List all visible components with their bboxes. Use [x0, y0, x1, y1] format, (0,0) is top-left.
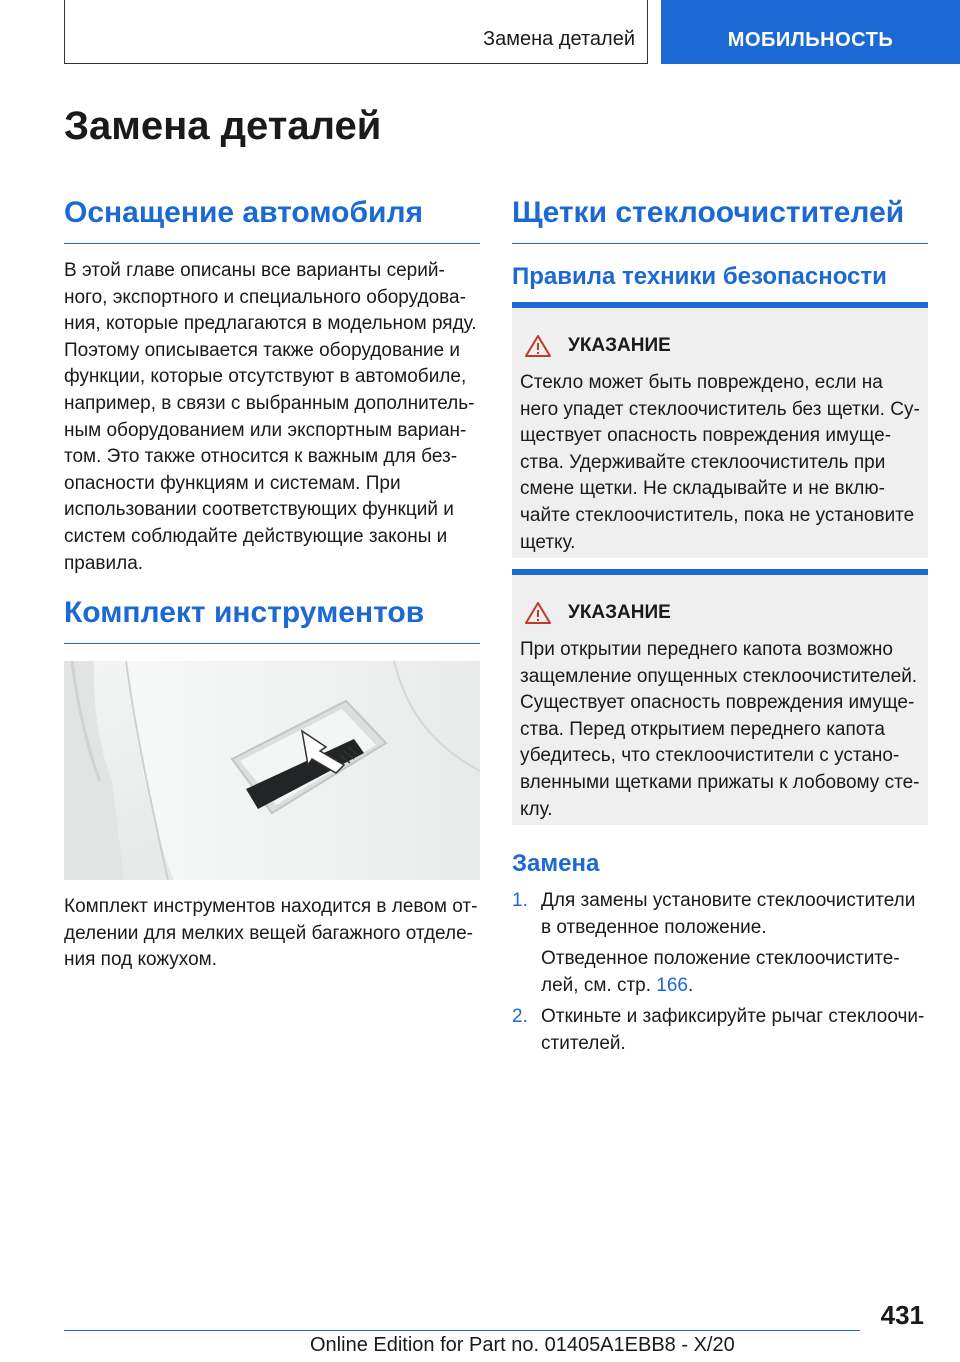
header-section-box [64, 0, 648, 64]
wipers-heading: Щетки стеклоочистителей [512, 196, 928, 244]
toolkit-heading: Комплект инструментов [64, 596, 480, 644]
header-chapter-tab[interactable] [661, 0, 960, 64]
page-reference-link[interactable]: 166 [656, 974, 688, 996]
step-text: Для замены установите стеклоочистители в отведенное положение. [541, 890, 916, 938]
step-note-end: . [687, 974, 694, 996]
step-number: 1. [512, 890, 528, 911]
replace-heading: Замена [512, 850, 600, 877]
step-note-text: Отведенное положение стеклоочистителей, см. стр. [541, 948, 900, 996]
header-section-title: Замена деталей [483, 28, 635, 50]
page-number: 431 [880, 1300, 924, 1330]
notice-label: УКАЗАНИЕ [568, 335, 671, 356]
notice-label: УКАЗАНИЕ [568, 602, 671, 623]
notice-text: Стекло может быть повреждено, если на него упадет стеклоочиститель без щетки. Существует опасность повреждения имущества. Удерживайте стеклоочиститель при смене щетки. Не складывайте и не включайте стеклоочиститель, пока не установите щетку. [520, 372, 920, 553]
step-text: Откиньте и зафиксируйте рычаг стеклоочистителей. [541, 1006, 925, 1054]
footer-edition: Online Edition for Part no. 01405A1EBB8 - X/20 [310, 1334, 735, 1356]
notice-text: При открытии переднего капота возможно защемление опущенных стеклоочистителей. Существует опасность повреждения имущества. Перед открытием переднего капота убедитесь, что стеклоочистители с установленными щетками прижаты к лобовому стеклу. [520, 639, 920, 820]
safety-heading: Правила техники безопасности [512, 263, 887, 290]
header-chapter-label: МОБИЛЬНОСТЬ [727, 29, 894, 51]
equipment-heading: Оснащение автомобиля [64, 196, 480, 244]
page-title: Замена деталей [64, 104, 382, 148]
toolkit-text: Комплект инструментов находится в левом отделении для мелких вещей багажного отделения под кожухом. [64, 896, 478, 971]
footer-divider [64, 1330, 860, 1331]
step-number: 2. [512, 1006, 528, 1027]
notice-box-2 [512, 569, 928, 825]
notice-box-1 [512, 302, 928, 558]
warning-triangle-icon [524, 601, 552, 625]
step-note [541, 946, 928, 999]
warning-triangle-icon [524, 334, 552, 358]
toolkit-compartment-illustration [64, 661, 480, 880]
toolkit-photo [64, 661, 480, 880]
equipment-text: В этой главе описаны все варианты серийного, экспортного и специального оборудования, которые предлагаются в модельном ряду. Поэтому описывается также оборудование и функции, которые отсутствуют в автомобиле, например, в связи с выбранным дополнительным оборудованием или экспортным вариантом. Это также относится к важным для безопасности функциям и системам. При использовании соответствующих функций и систем соблюдайте действующие законы и правила. [64, 260, 477, 574]
